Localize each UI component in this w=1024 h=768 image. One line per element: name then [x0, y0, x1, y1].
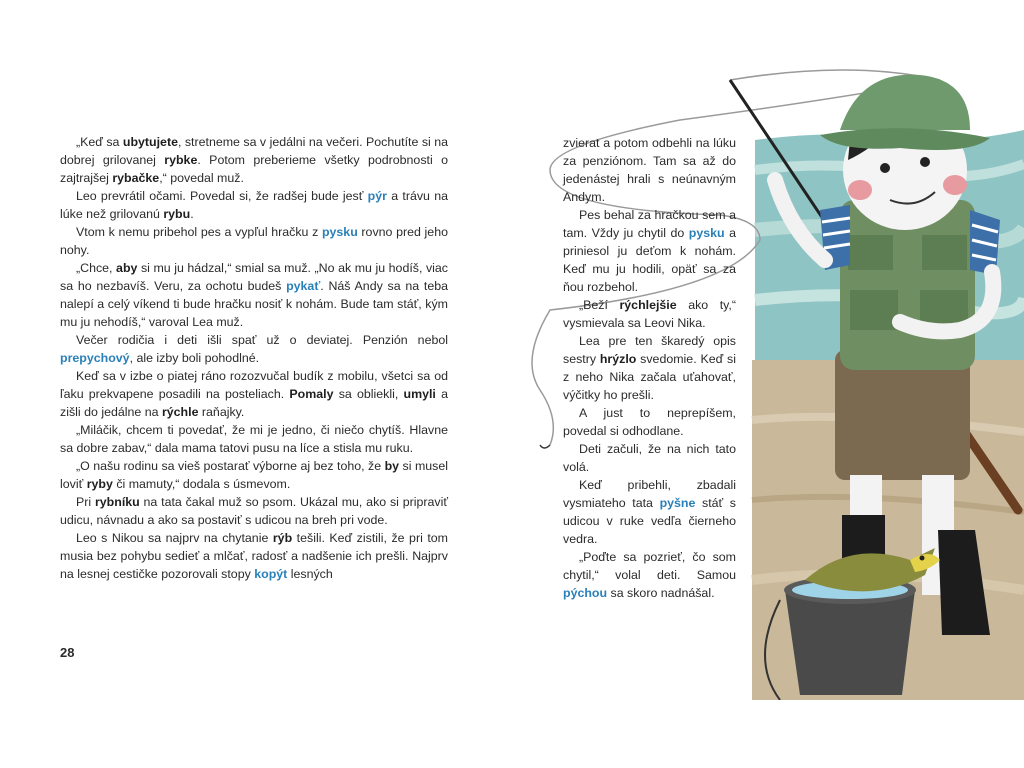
text-run: „Poďte sa pozrieť, čo som chytil,“ volal deti. Samou: [563, 550, 736, 582]
text-run: si musel loviť: [60, 459, 449, 491]
paragraph: [563, 548, 736, 602]
highlighted-word: pyšne: [659, 496, 696, 510]
paragraph: [60, 259, 448, 331]
paragraph: [563, 332, 736, 404]
highlighted-word: ryby: [86, 477, 113, 491]
highlighted-word: pykať: [286, 279, 321, 293]
paragraph: [60, 223, 448, 259]
paragraph: [60, 421, 448, 457]
paragraph: [563, 404, 736, 440]
paragraph: [563, 134, 736, 206]
text-run: tešili. Keď zistili, že pri tom musia bez pohybu sedieť a mlčať, radosť a nadšenie ich prešli. Najprv na lesnej cestičke pozorovali stopy: [60, 531, 448, 581]
text-run: Pri: [76, 495, 95, 509]
text-run: lesných: [287, 567, 333, 581]
highlighted-word: pýchou: [563, 586, 608, 600]
text-run: raňajky.: [198, 405, 245, 419]
paragraph: [563, 206, 736, 296]
highlighted-word: rybníku: [94, 495, 140, 509]
highlighted-word: by: [384, 459, 400, 473]
text-run: Deti začuli, že na nich tato volá.: [563, 442, 736, 474]
paragraph: [60, 457, 448, 493]
highlighted-word: pysku: [321, 225, 358, 239]
text-run: na tata čakal muž so psom. Ukázal mu, ako si pripraviť udicu, návnadu a ako sa postaviť s udicou na breh pri vode.: [60, 495, 448, 527]
text-run: „Miláčik, chcem ti povedať, že mi je jedno, či niečo chytíš. Hlavne sa dobre zabav,“ dala mama tatovi pusu na líce a stisla mu ruku.: [60, 423, 448, 455]
paragraph: [563, 440, 736, 476]
paragraph: [60, 367, 448, 421]
text-run: či mamuty,“ dodala s úsmevom.: [112, 477, 291, 491]
highlighted-word: hrýzlo: [599, 352, 637, 366]
text-run: si mu ju hádzal,“ smial sa muž. „No ak mu ju hodíš, viac sa ho nezbavíš. Veru, za ochotu budeš: [60, 261, 448, 293]
highlighted-word: rýb: [272, 531, 293, 545]
left-page-text: [60, 133, 448, 583]
text-run: Leo prevrátil očami. Povedal si, že radšej bude jesť: [76, 189, 368, 203]
highlighted-word: rybačke: [112, 171, 160, 185]
text-run: Lea pre ten škaredý opis sestry: [563, 334, 736, 366]
page-number: 28: [60, 645, 75, 660]
highlighted-word: rybu: [163, 207, 191, 221]
text-run: rovno pred jeho nohy.: [60, 225, 448, 257]
text-run: a zišli do jedálne na: [60, 387, 448, 419]
text-run: svedomie. Keď si z neho Nika začala uťahovať, výčitky ho prešli.: [563, 352, 736, 402]
right-page-text: [563, 134, 736, 602]
text-run: ako ty,“ vysmievala sa Leovi Nika.: [563, 298, 736, 330]
text-run: a trávu na lúke než grilovanú: [60, 189, 448, 221]
text-run: ,“ povedal muž.: [159, 171, 244, 185]
text-run: „Beží: [579, 298, 620, 312]
highlighted-word: rýchle: [161, 405, 199, 419]
highlighted-word: ubytujete: [122, 135, 178, 149]
text-run: zvierat a potom odbehli na lúku za penziónom. Tam sa až do jedenástej hrali s neúnavným Andym.: [563, 136, 736, 204]
text-run: Keď pribehli, zbadali vysmiateho tata: [563, 478, 736, 510]
highlighted-word: pýr: [367, 189, 387, 203]
highlighted-word: prepychový: [60, 351, 130, 365]
paragraph: [60, 529, 448, 583]
text-run: „O našu rodinu sa vieš postarať výborne aj bez toho, že: [76, 459, 385, 473]
text-run: . Potom preberieme všetky podrobnosti o zajtrajšej: [60, 153, 448, 185]
text-run: A just to neprepíšem, povedal si odhodlane.: [563, 406, 736, 438]
text-run: , stretneme sa v jedálni na večeri. Pochutíte si na dobrej grilovanej: [60, 135, 449, 167]
text-run: a priniesol ju deťom k nohám. Keď mu ju hodili, opäť sa za ňou rozbehol.: [563, 226, 736, 294]
paragraph: [60, 187, 448, 223]
text-run: „Keď sa: [76, 135, 123, 149]
text-run: .: [190, 207, 194, 221]
text-run: stáť s udicou v ruke vedľa čierneho vedra.: [563, 496, 736, 546]
highlighted-word: umyli: [403, 387, 436, 401]
text-run: Vtom k nemu pribehol pes a vypľul hračku z: [76, 225, 322, 239]
highlighted-word: kopýt: [254, 567, 288, 581]
text-run: sa skoro nadnášal.: [607, 586, 715, 600]
text-run: „Chce,: [76, 261, 117, 275]
text-run: , ale izby boli pohodlné.: [129, 351, 260, 365]
paragraph: [563, 476, 736, 548]
highlighted-word: Pomaly: [289, 387, 334, 401]
text-run: sa obliekli,: [333, 387, 404, 401]
highlighted-word: rybke: [164, 153, 198, 167]
text-run: Leo s Nikou sa najprv na chytanie: [76, 531, 273, 545]
paragraph: [60, 493, 448, 529]
paragraph: [563, 296, 736, 332]
paragraph: [60, 133, 448, 187]
highlighted-word: aby: [116, 261, 138, 275]
text-run: Keď sa v izbe o piatej ráno rozozvučal budík z mobilu, všetci sa od ľaku prekvapene posadili na posteliach.: [60, 369, 448, 401]
text-run: Pes behal za hračkou sem a tam. Vždy ju chytil do: [563, 208, 736, 240]
text-run: Večer rodičia i deti išli spať už o deviatej. Penzión nebol: [76, 333, 448, 347]
text-run: . Náš Andy sa na teba nalepí a celý víkend ti bude hračku nosiť k nohám. Bude tam stáť, kým mu ju nehodíš,“ varoval Lea muž.: [60, 279, 448, 329]
highlighted-word: rýchlejšie: [619, 298, 677, 312]
highlighted-word: pysku: [688, 226, 725, 240]
paragraph: [60, 331, 448, 367]
